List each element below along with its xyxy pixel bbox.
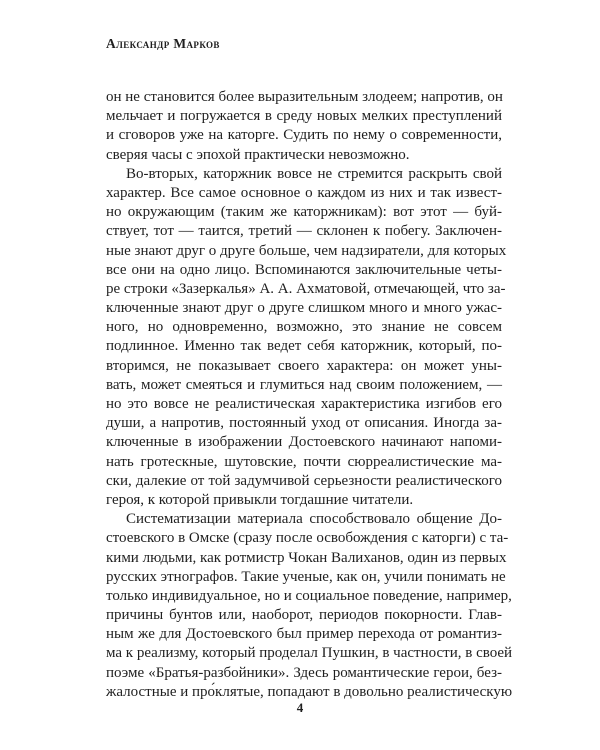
- text-line: характер. Все самое основное о каждом из них и так извест-: [106, 184, 502, 201]
- text-line: души, а напротив, постоянный уход от описания. Иногда за-: [106, 415, 502, 432]
- paragraph-1: [106, 88, 502, 165]
- text-line: сверяя часы с эпохой практически невозможно.: [106, 146, 410, 163]
- text-line: он не становится более выразительным злодеем; напротив, он: [106, 89, 503, 105]
- text-line: героя, к которой привыкли тогдашние читатели.: [106, 491, 414, 508]
- text-line: но окружающим (таким же каторжникам): вот этот — буй-: [106, 204, 502, 221]
- page-number: 4: [296, 700, 304, 715]
- running-head-author: Александр Марков: [106, 36, 220, 51]
- text-line: кими людьми, как ротмистр Чокан Валиханов, один из первых: [106, 549, 507, 566]
- text-line: Систематизации материала способствовало общение До-: [126, 511, 502, 528]
- paragraph-2: [106, 165, 507, 510]
- text-line: ного, но одновременно, возможно, это знание не совсем: [106, 319, 502, 336]
- text-line: ма к реализму, который проделал Пушкин, в частности, в своей: [106, 645, 513, 662]
- body-text: [106, 88, 513, 702]
- text-line: все они на одно лицо. Вспоминаются заключительные четы-: [106, 261, 502, 278]
- text-line: ключенные в изображении Достоевского начинают напоми-: [106, 434, 502, 451]
- text-line: подлинное. Именно так ведет себя каторжник, который, по-: [106, 338, 502, 355]
- text-line: вторимся, не показывает своего характера: он может уны-: [106, 357, 502, 374]
- text-line: ные знают друг о друге больше, чем надзиратели, для которых: [106, 242, 507, 259]
- text-line: но это вовсе не реалистическая характеристика изгибов его: [106, 396, 502, 412]
- text-line: мельчает и погружается в среду новых мелких преступлений: [106, 108, 502, 125]
- text-line: и сговоров уже на каторге. Судить по нему о современности,: [106, 127, 502, 144]
- text-line: русских этнографов. Такие ученые, как он, учили понимать не: [106, 568, 506, 585]
- paragraph-3: [106, 510, 513, 702]
- text-line: ным же для Достоевского был пример перехода от романтиз-: [106, 626, 502, 643]
- text-line: вать, может смеяться и глумиться над своим положением, —: [106, 376, 502, 393]
- text-line: ре строки «Зазеркалья» А. А. Ахматовой, отмечающей, что за-: [106, 280, 506, 297]
- text-line: ски, далекие от той задумчивой серьезности реалистического: [106, 472, 502, 489]
- text-line: только индивидуальное, но и социальное поведение, например,: [106, 587, 512, 604]
- text-line: ключенные знают друг о друге слишком много и много ужас-: [106, 300, 502, 317]
- text-line: жалостные и про́клятые, попадают в довольно реалистическую: [106, 683, 513, 700]
- text-line: поэме «Братья-разбойники». Здесь романтические герои, без-: [106, 664, 502, 681]
- text-line: стоевского в Омске (сразу после освобождения с каторги) с та-: [106, 530, 509, 547]
- text-line: причины бунтов или, наоборот, периодов покорности. Глав-: [106, 607, 502, 624]
- text-line: ствует, тот — таится, третий — склонен к побегу. Заключен-: [106, 223, 502, 240]
- text-line: нать гротескные, шутовские, почти сюрреалистические ма-: [106, 453, 502, 470]
- text-line: Во-вторых, каторжник вовсе не стремится раскрыть свой: [126, 165, 502, 182]
